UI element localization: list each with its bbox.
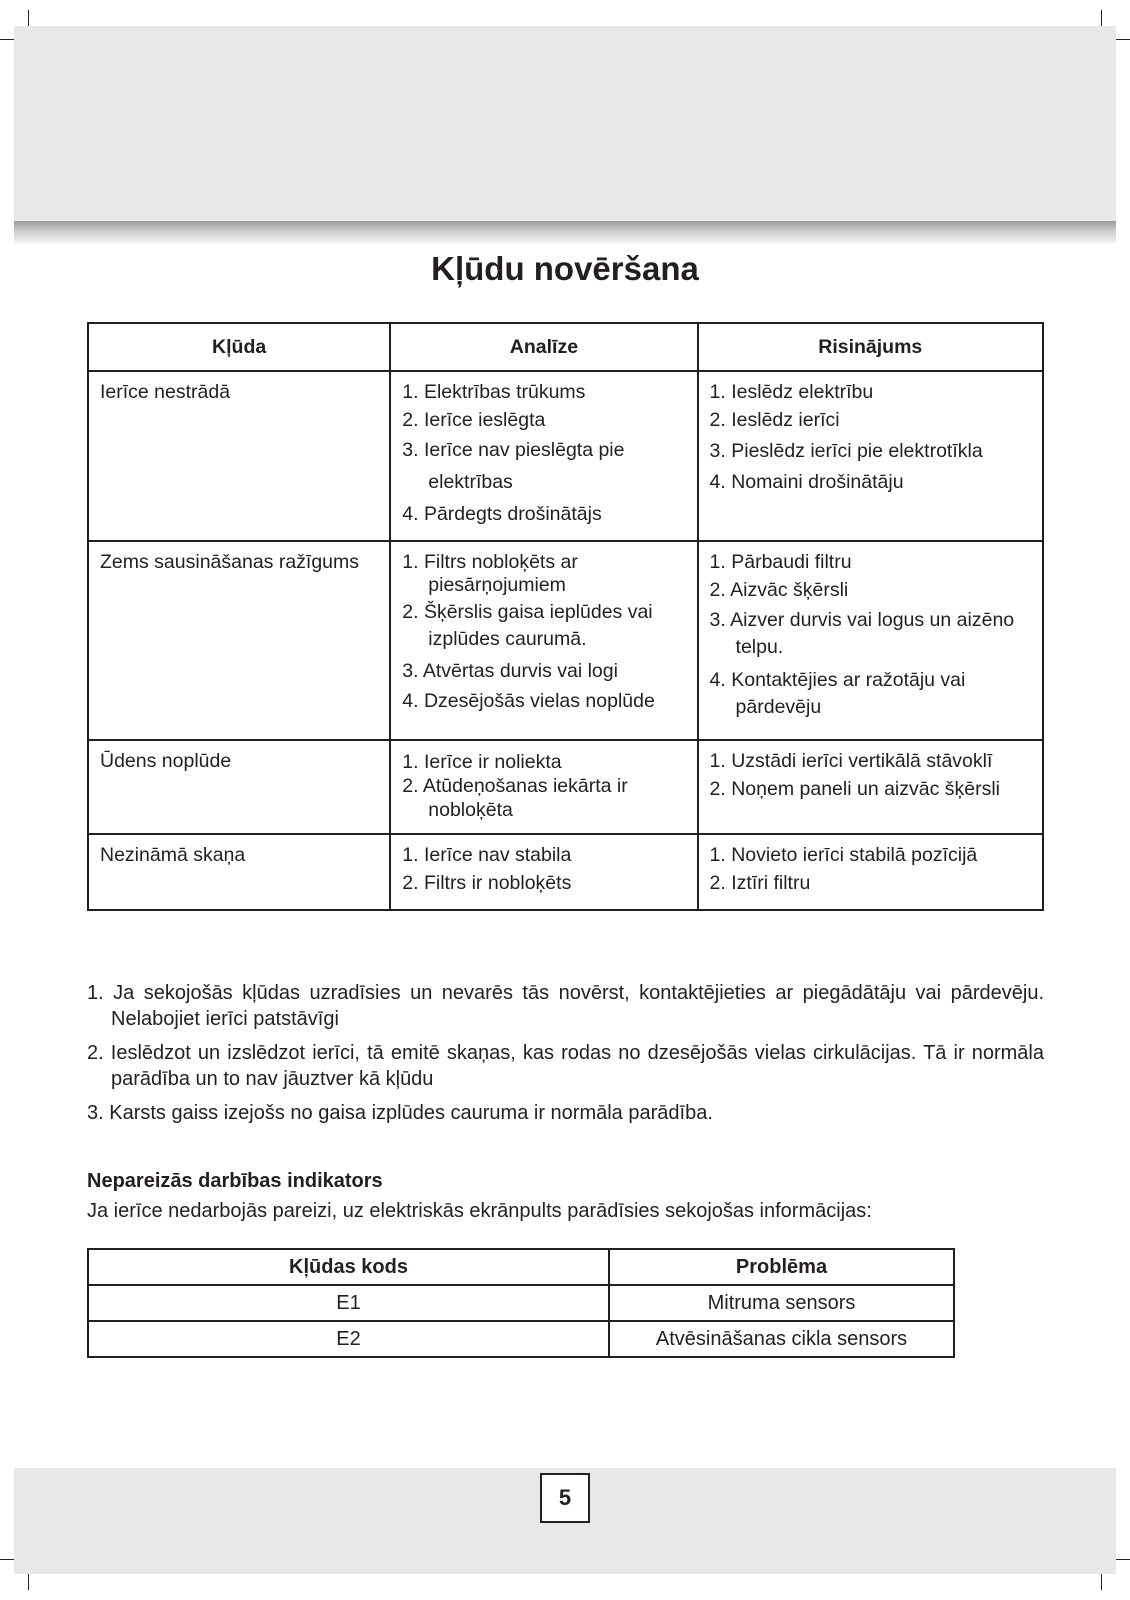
crop-mark	[1101, 10, 1102, 26]
solution-item: 1. Novieto ierīci stabilā pozīcijā	[709, 844, 978, 866]
solution-item: 2. Noņem paneli un aizvāc šķērsli	[709, 778, 1001, 800]
analysis-item: 2. Ierīce ieslēgta	[402, 409, 546, 431]
crop-mark	[28, 10, 29, 26]
page-title: Kļūdu novēršana	[431, 250, 699, 287]
analysis-cell	[390, 834, 697, 910]
indicator-description: Ja ierīce nedarbojās pareizi, uz elektriskās ekrānpults parādīsies sekojošas informācijas:	[87, 1200, 872, 1222]
analysis-item: 1. Ierīce ir noliekta	[402, 751, 562, 773]
table-row	[88, 1285, 954, 1321]
analysis-item: 2. Atūdeņošanas iekārta ir nobloķēta	[402, 775, 628, 821]
analysis-cell	[390, 740, 697, 834]
crop-mark	[28, 1574, 29, 1590]
solution-item: 4. Nomaini drošinātāju	[709, 471, 904, 493]
problem: Atvēsināšanas cikla sensors	[609, 1321, 954, 1357]
notes-list	[87, 980, 1044, 1134]
error-code: E1	[88, 1285, 609, 1321]
table-row	[88, 740, 1043, 834]
error-codes-table	[87, 1248, 955, 1358]
crop-mark	[0, 39, 14, 40]
analysis-item: 4. Pārdegts drošinātājs	[402, 503, 602, 525]
analysis-item: 1. Filtrs nobloķēts ar piesārņojumiem	[402, 551, 578, 596]
analysis-item: 3. Ierīce nav pieslēgta pie elektrības	[402, 439, 625, 493]
analysis-item: 1. Ierīce nav stabila	[402, 844, 572, 866]
table-row	[88, 371, 1043, 541]
error-cell: Ūdens noplūde	[88, 740, 390, 834]
solution-item: 1. Pārbaudi filtru	[709, 551, 852, 573]
header-error: Kļūda	[88, 323, 390, 371]
solution-item: 3. Aizver durvis vai logus un aizēno telpu.	[709, 609, 1015, 658]
analysis-item: 2. Filtrs ir nobloķēts	[402, 872, 572, 894]
analysis-item: 4. Dzesējošās vielas noplūde	[402, 690, 655, 712]
indicator-heading: Nepareizās darbības indikators	[87, 1170, 383, 1192]
header-band	[14, 26, 1116, 221]
note-item: 1. Ja sekojošās kļūdas uzradīsies un nevarēs tās novērst, kontaktējieties ar piegādātāju vai pārdevēju. Nelabojiet ierīci patstāvīgi	[87, 982, 1044, 1030]
problem: Mitruma sensors	[609, 1285, 954, 1321]
header-analysis: Analīze	[390, 323, 697, 371]
solution-item: 1. Uzstādi ierīci vertikālā stāvoklī	[709, 750, 993, 772]
crop-mark	[1116, 1559, 1130, 1560]
solution-item: 4. Kontaktējies ar ražotāju vai pārdevēju	[709, 669, 966, 718]
crop-mark	[0, 1559, 14, 1560]
error-cell: Zems sausināšanas ražīgums	[88, 541, 390, 740]
error-code: E2	[88, 1321, 609, 1357]
analysis-item: 2. Šķērslis gaisa ieplūdes vai izplūdes caurumā.	[402, 601, 653, 650]
solution-item: 2. Ieslēdz ierīci	[709, 409, 840, 431]
error-cell: Ierīce nestrādā	[88, 371, 390, 541]
header-solution: Risinājums	[698, 323, 1043, 371]
solution-item: 3. Pieslēdz ierīci pie elektrotīkla	[709, 440, 983, 462]
solution-item: 2. Iztīri filtru	[709, 872, 811, 894]
analysis-item: 3. Atvērtas durvis vai logi	[402, 660, 618, 682]
error-cell: Nezināmā skaņa	[88, 834, 390, 910]
table-row	[88, 541, 1043, 740]
solution-cell	[698, 740, 1043, 834]
page-number: 5	[540, 1473, 590, 1523]
crop-mark	[1116, 39, 1130, 40]
header-shadow	[14, 221, 1116, 243]
troubleshooting-table	[87, 322, 1044, 911]
table-row	[88, 834, 1043, 910]
analysis-cell	[390, 541, 697, 740]
solution-cell	[698, 834, 1043, 910]
solution-cell	[698, 541, 1043, 740]
note-item: 2. Ieslēdzot un izslēdzot ierīci, tā emitē skaņas, kas rodas no dzesējošās vielas cirkulācijas. Tā ir normāla parādība un to nav jāuztver kā kļūdu	[87, 1042, 1044, 1090]
table-header-row	[88, 323, 1043, 371]
header-error-code: Kļūdas kods	[88, 1249, 609, 1285]
note-item: 3. Karsts gaiss izejošs no gaisa izplūdes cauruma ir normāla parādība.	[87, 1102, 713, 1124]
solution-cell	[698, 371, 1043, 541]
crop-mark	[1101, 1574, 1102, 1590]
solution-item: 2. Aizvāc šķērsli	[709, 579, 849, 601]
codes-header-row	[88, 1249, 954, 1285]
solution-item: 1. Ieslēdz elektrību	[709, 381, 874, 403]
analysis-item: 1. Elektrības trūkums	[402, 381, 586, 403]
table-row	[88, 1321, 954, 1357]
analysis-cell	[390, 371, 697, 541]
header-problem: Problēma	[609, 1249, 954, 1285]
